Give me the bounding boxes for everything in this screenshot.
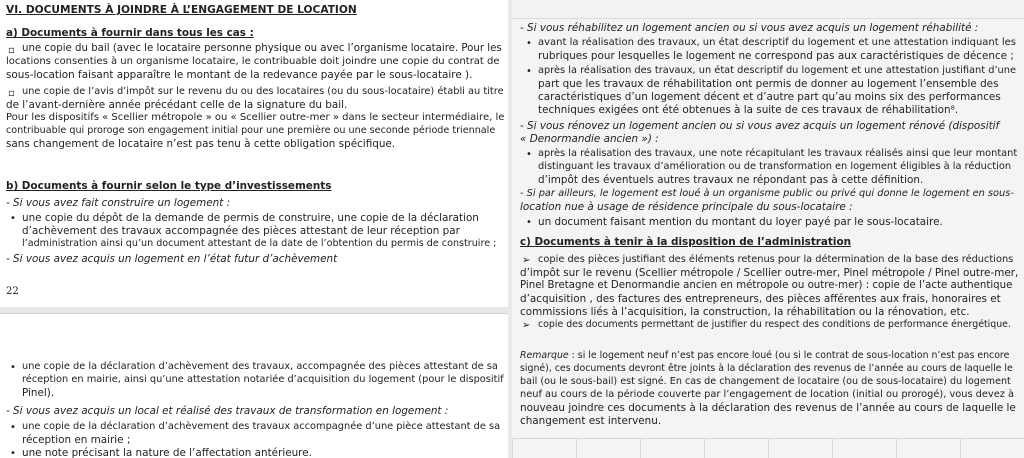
bullet-dot-icon: • bbox=[10, 213, 16, 224]
r-case1: - Si vous réhabilitez un logement ancien ou si vous avez acquis un logement réhabilité : bbox=[520, 22, 979, 34]
r-case1-b2-l1: après la réalisation des travaux, un état descriptif du logement et une attestation justifiant d’une bbox=[538, 65, 1016, 76]
sheet-header-bar bbox=[512, 0, 1024, 19]
arrow-bullet-icon: ➢ bbox=[522, 255, 531, 266]
arrow-bullet-icon: ➢ bbox=[522, 320, 531, 331]
spreadsheet-grid bbox=[512, 438, 1024, 458]
remark-line1 bbox=[520, 350, 1009, 363]
a-p1-line1: une copie du bail (avec le locataire personne physique ou avec l’organisme locataire. Pour les bbox=[22, 43, 502, 54]
b-case1: - Si vous avez fait construire un logement : bbox=[6, 197, 231, 209]
remark-line3: bail (ou le sous-bail) est signé. En cas de changement de locataire (ou de sous-locataire) du logement bbox=[520, 376, 1011, 387]
remark-label: Remarque bbox=[520, 350, 569, 361]
r-case1-b2-l2: part que les travaux de réhabilitation ont permis de donner au logement l’ensemble des bbox=[538, 78, 999, 90]
r-case3-l1: - Si par ailleurs, le logement est loué à un organisme public ou privé qui donne le logement en sous- bbox=[520, 188, 1014, 199]
r-case2-b1-l2: distinguant les travaux d’amélioration ou de transformation en logement éligibles à la réduction bbox=[538, 161, 1012, 172]
r-c-item1-l3: Pinel Bretagne et Denormandie ancien en métropole ou outre-mer) : copie de l’acte authentique bbox=[520, 280, 1013, 291]
section-title: VI. DOCUMENTS À JOINDRE À L’ENGAGEMENT DE LOCATION bbox=[6, 4, 357, 16]
bullet-dot-icon: • bbox=[526, 217, 532, 228]
r-case2-l2: « Denormandie ancien ») : bbox=[520, 133, 659, 145]
r-c-item1-l1: copie des pièces justifiant des éléments retenus pour la détermination de la base des réductions bbox=[538, 254, 1014, 265]
square-bullet-icon: ▫ bbox=[8, 45, 15, 56]
b-case1-line3: l’administration ainsi qu’un document attestant de la date de l’obtention du permis de construire ; bbox=[22, 238, 497, 249]
lb-item2-line2: réception en mairie ; bbox=[22, 434, 131, 446]
r-case1-b1-l2: rubriques pour lesquelles le logement ne correspond pas aux caractéristiques de décence ; bbox=[538, 50, 1014, 62]
r-case1-b2-l4: techniques exigées ont été obtenues à la suite de ces travaux de réhabilitation⁸. bbox=[538, 104, 959, 116]
document-page-left-bottom bbox=[0, 313, 508, 458]
remark-line5: nouveau joindre ces documents à la déclaration des revenus de l’année au cours de laquelle le bbox=[520, 402, 1016, 414]
lb-case: - Si vous avez acquis un local et réalisé des travaux de transformation en logement : bbox=[6, 405, 449, 417]
r-c-item1-l2: d’impôt sur le revenu (Scellier métropole / Scellier outre-mer, Pinel métropole / Pinel outre-mer, bbox=[520, 267, 1019, 279]
a-p1-line2: locations consenties à un organisme locataire, le contribuable doit joindre une copie du contrat de bbox=[6, 56, 500, 67]
r-case1-b2-l3: caractéristiques d’un logement décent et d’autre part qu’au moins six des performances bbox=[538, 91, 1001, 103]
r-case3-b1: un document faisant mention du montant du loyer payé par le sous-locataire. bbox=[538, 216, 943, 228]
remark-line2: signé), ces documents devront être joints à la déclaration des revenus de l’année au cours de laquelle le bbox=[520, 363, 1013, 374]
remark-text-1: : si le logement neuf n’est pas encore loué (ou si le contrat de sous-location n’est pas encore bbox=[568, 350, 1010, 361]
r-case2-l1: - Si vous rénovez un logement ancien ou si vous avez acquis un logement rénové (dispositif bbox=[520, 120, 1000, 132]
heading-a: a) Documents à fournir dans tous les cas : bbox=[6, 27, 254, 39]
r-c-item1-l4: d’acquisition , des factures des entrepreneurs, des pièces afférentes aux frais, honoraires et bbox=[520, 293, 1001, 305]
b-case1-line1: une copie du dépôt de la demande de permis de construire, une copie de la déclaration bbox=[22, 212, 479, 224]
bullet-dot-icon: • bbox=[10, 448, 16, 458]
remark-line4: neuf au cours de la période couverte par l’engagement de location (initial ou prorogé), vous devez à bbox=[520, 389, 1015, 400]
heading-c: c) Documents à tenir à la disposition de l’administration bbox=[520, 236, 851, 248]
remark-line6: changement est intervenu. bbox=[520, 415, 662, 427]
lb-item1-line3: Pinel). bbox=[22, 387, 55, 399]
r-case2-b1-l1: après la réalisation des travaux, une note récapitulant les travaux réalisés ainsi que leur montant bbox=[538, 148, 1018, 159]
bullet-dot-icon: • bbox=[526, 38, 532, 49]
b-case2: - Si vous avez acquis un logement en l’état futur d’achèvement bbox=[6, 253, 338, 265]
bullet-dot-icon: • bbox=[526, 66, 532, 77]
document-page-right bbox=[512, 0, 1024, 458]
lb-item3: une note précisant la nature de l’affectation antérieure. bbox=[22, 447, 312, 458]
a-p2-line5: sans changement de locataire n’est pas tenu à cette obligation spécifique. bbox=[6, 138, 396, 150]
document-page-left-top bbox=[0, 0, 508, 307]
a-p2-line1: une copie de l’avis d’impôt sur le revenu du ou des locataires (ou du sous-locataire) établi au titre bbox=[22, 86, 504, 97]
r-case1-b1-l1: avant la réalisation des travaux, un état descriptif du logement et une attestation indiquant les bbox=[538, 37, 1017, 48]
page-number: 22 bbox=[6, 286, 19, 297]
a-p1-line3: sous-location faisant apparaître le montant de la redevance payée par le sous-locataire ). bbox=[6, 69, 473, 81]
r-case2-b1-l3: d’impôt des éventuels autres travaux ne répondant pas à cette définition. bbox=[538, 174, 924, 186]
square-bullet-icon: ▫ bbox=[8, 88, 15, 99]
a-p2-line2: de l’avant-dernière année précédant celle de la signature du bail. bbox=[6, 99, 348, 111]
b-case1-line2: d’achèvement des travaux accompagnée des pièces attestant de leur réception par bbox=[22, 225, 460, 237]
lb-item1-line1: une copie de la déclaration d’achèvement des travaux, accompagnée des pièces attestant de sa bbox=[22, 361, 498, 372]
r-case3-l2: location nue à usage de résidence principale du sous-locataire : bbox=[520, 201, 853, 213]
heading-b: b) Documents à fournir selon le type d’investissements bbox=[6, 180, 332, 192]
r-c-item1-l5: commissions liés à l’acquisition, la construction, la réhabilitation ou la rénovation, etc. bbox=[520, 306, 970, 318]
a-p2-line4: contribuable qui proroge son engagement initial pour une première ou une seconde période triennale bbox=[6, 125, 496, 136]
lb-item1-line2: réception en mairie, ainsi qu’une attestation notariée d’acquisition du logement (pour le dispositif bbox=[22, 374, 504, 385]
lb-item2-line1: une copie de la déclaration d’achèvement des travaux accompagnée d’une pièce attestant de sa bbox=[22, 421, 501, 432]
a-p2-line3: Pour les dispositifs « Scellier métropole » ou « Scellier outre-mer » dans le secteur intermédiaire, le bbox=[6, 112, 505, 123]
bullet-dot-icon: • bbox=[526, 149, 532, 160]
r-c-item2: copie des documents permettant de justifier du respect des conditions de performance énergétique. bbox=[538, 319, 1011, 330]
bullet-dot-icon: • bbox=[10, 422, 16, 433]
bullet-dot-icon: • bbox=[10, 362, 16, 373]
